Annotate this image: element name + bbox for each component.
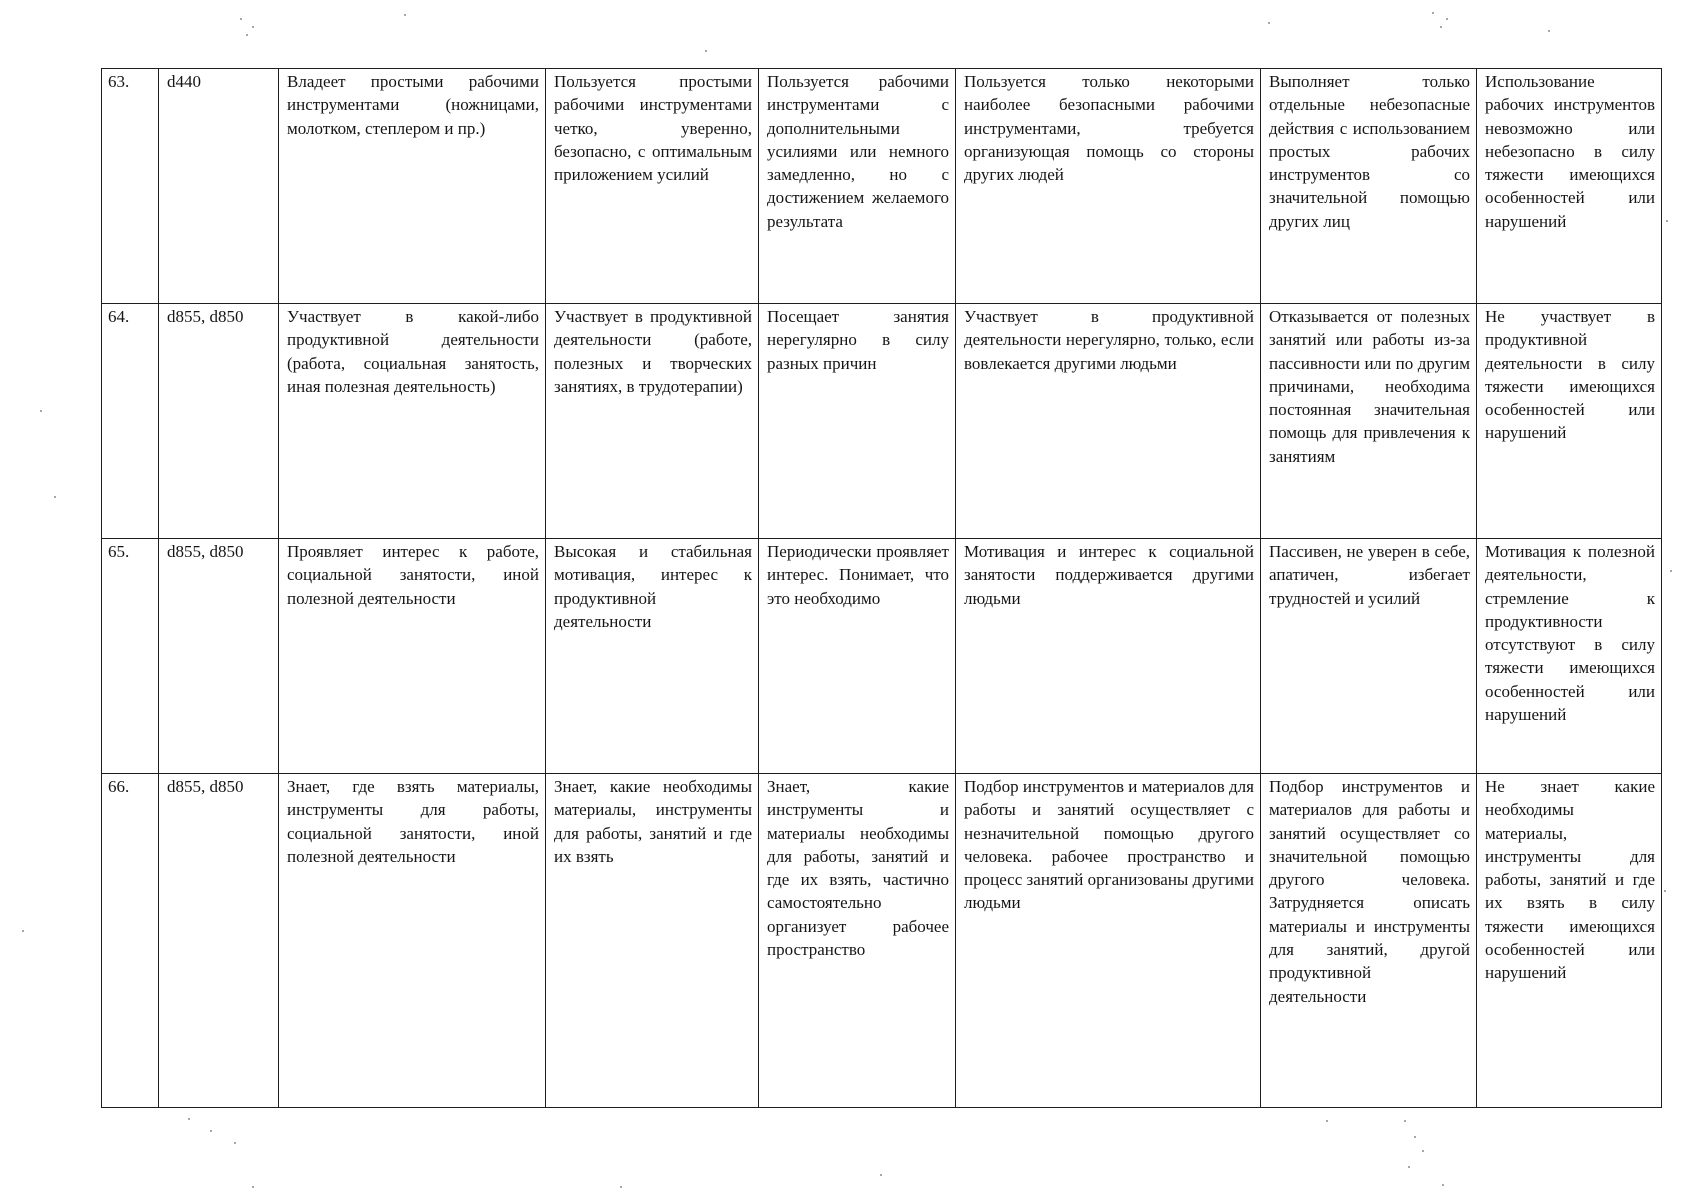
table-row [102,304,1662,539]
level-0-description: Высокая и стабильная мотивация, интерес к продуктивной деятельности [546,539,759,774]
level-3-description: Подбор инструментов и материалов для работы и занятий осуществляет со значительной помощью другого человека. Затрудняется описать материалы и инструменты для занятий, другой продуктивной деятельности [1261,774,1477,1108]
level-1-description: Пользуется рабочими инструментами с дополнительными усилиями или немного замедленно, но с достижением желаемого результата [759,69,956,304]
level-3-description: Выполняет только отдельные небезопасные действия с использованием простых рабочих инструментов со значительной помощью других лиц [1261,69,1477,304]
level-1-description: Периодически проявляет интерес. Понимает, что это необходимо [759,539,956,774]
row-number: 65. [102,539,159,774]
assessment-table [101,68,1662,1108]
level-2-description: Участвует в продуктивной деятельности нерегулярно, только, если вовлекается другими людьми [956,304,1261,539]
activity-description: Владеет простыми рабочими инструментами (ножницами, молотком, степлером и пр.) [279,69,546,304]
level-4-description: Не участвует в продуктивной деятельности в силу тяжести имеющихся особенностей или нарушений [1477,304,1662,539]
icf-code: d855, d850 [159,539,279,774]
level-1-description: Знает, какие инструменты и материалы необходимы для работы, занятий и где их взять, частично самостоятельно организует рабочее пространство [759,774,956,1108]
activity-description: Знает, где взять материалы, инструменты для работы, социальной занятости, иной полезной деятельности [279,774,546,1108]
row-number: 66. [102,774,159,1108]
level-2-description: Подбор инструментов и материалов для работы и занятий осуществляет с незначительной помощью другого человека. рабочее пространство и процесс занятий организованы другими людьми [956,774,1261,1108]
table-row [102,69,1662,304]
level-4-description: Использование рабочих инструментов невозможно или небезопасно в силу тяжести имеющихся особенностей или нарушений [1477,69,1662,304]
icf-code: d855, d850 [159,774,279,1108]
row-number: 63. [102,69,159,304]
level-0-description: Участвует в продуктивной деятельности (работе, полезных и творческих занятиях, в трудотерапии) [546,304,759,539]
level-1-description: Посещает занятия нерегулярно в силу разных причин [759,304,956,539]
level-0-description: Пользуется простыми рабочими инструментами четко, уверенно, безопасно, с оптимальным приложением усилий [546,69,759,304]
level-4-description: Не знает какие необходимы материалы, инструменты для работы, занятий и где их взять в силу тяжести имеющихся особенностей или нарушений [1477,774,1662,1108]
icf-code: d855, d850 [159,304,279,539]
level-4-description: Мотивация к полезной деятельности, стремление к продуктивности отсутствуют в силу тяжести имеющихся особенностей или нарушений [1477,539,1662,774]
level-2-description: Пользуется только некоторыми наиболее безопасными рабочими инструментами, требуется организующая помощь со стороны других людей [956,69,1261,304]
icf-code: d440 [159,69,279,304]
table-row [102,774,1662,1108]
table-row [102,539,1662,774]
level-3-description: Пассивен, не уверен в себе, апатичен, избегает трудностей и усилий [1261,539,1477,774]
activity-description: Участвует в какой-либо продуктивной деятельности (работа, социальная занятость, иная полезная деятельность) [279,304,546,539]
level-0-description: Знает, какие необходимы материалы, инструменты для работы, занятий и где их взять [546,774,759,1108]
level-3-description: Отказывается от полезных занятий или работы из-за пассивности или по другим причинами, необходима постоянная значительная помощь для привлечения к занятиям [1261,304,1477,539]
level-2-description: Мотивация и интерес к социальной занятости поддерживается другими людьми [956,539,1261,774]
activity-description: Проявляет интерес к работе, социальной занятости, иной полезной деятельности [279,539,546,774]
row-number: 64. [102,304,159,539]
